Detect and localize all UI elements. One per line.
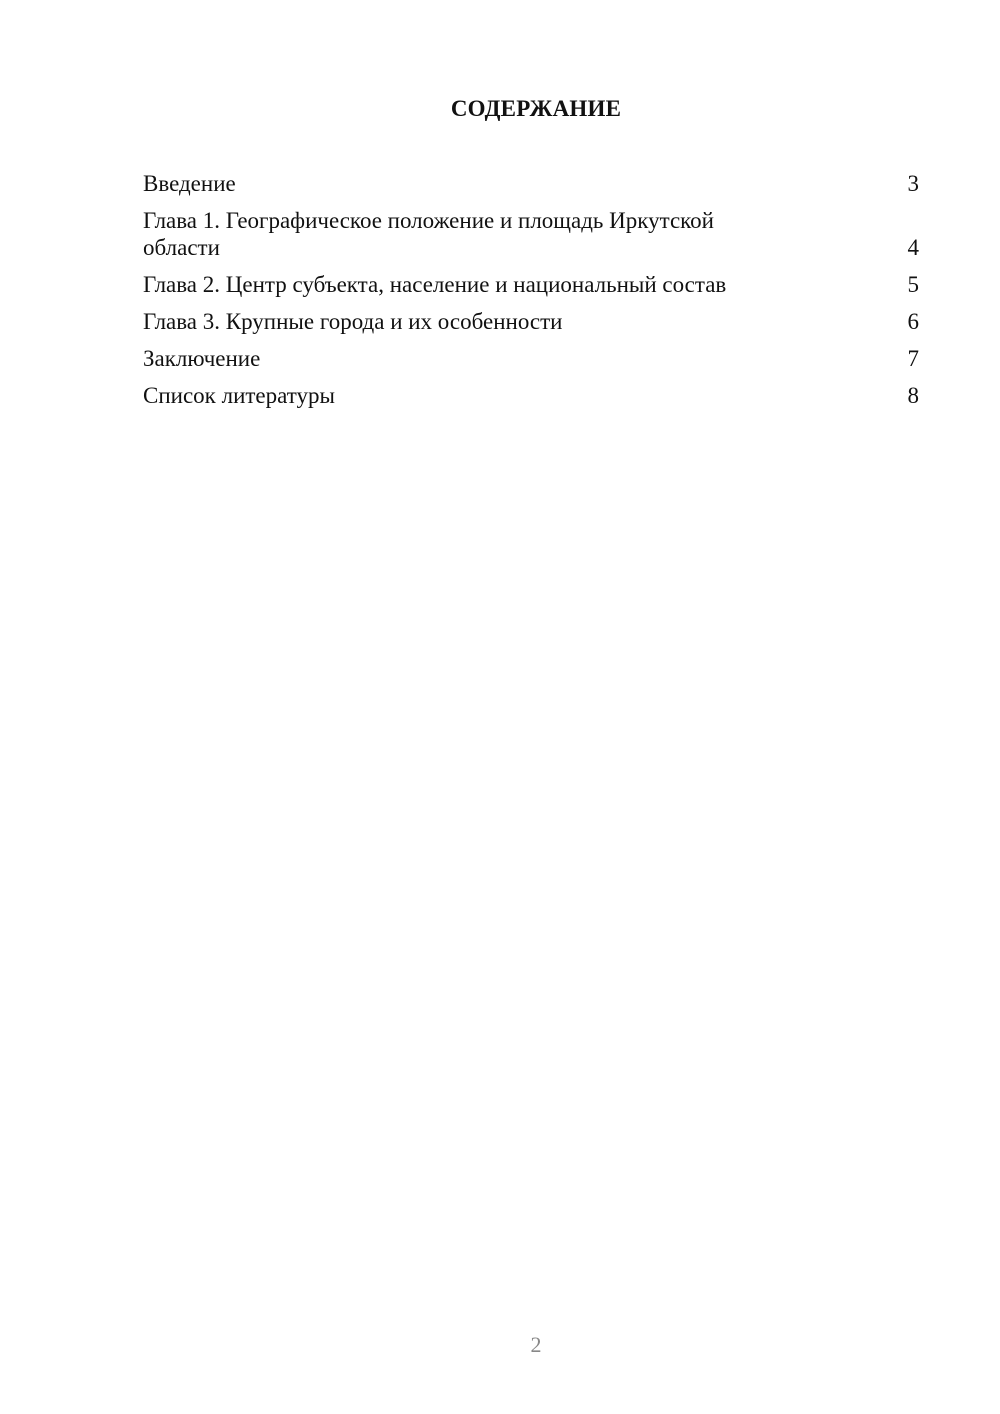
toc-item-chapter-3 [143,308,919,335]
toc-item-label: Заключение [143,346,261,371]
table-of-contents [143,170,919,419]
toc-item-label: Глава 1. Географическое положение и площадь Иркутской области [143,208,714,260]
page-number: 2 [530,1332,542,1357]
toc-item-label: Глава 3. Крупные города и их особенности [143,309,563,334]
toc-item-page: 5 [907,272,919,297]
toc-item-page: 3 [907,171,919,196]
toc-item-page: 4 [907,235,919,260]
toc-item-conclusion [143,345,919,372]
toc-item-page: 8 [907,383,919,408]
toc-item-page: 6 [907,309,919,334]
toc-item-page: 7 [907,346,919,371]
toc-item-label: Введение [143,171,236,196]
page-title: СОДЕРЖАНИЕ [450,96,622,121]
toc-item-introduction [143,170,919,197]
toc-item-label: Глава 2. Центр субъекта, население и национальный состав [143,272,727,297]
toc-item-chapter-2 [143,271,919,298]
toc-item-chapter-1 [143,207,919,261]
toc-item-label: Список литературы [143,383,335,408]
toc-item-bibliography [143,382,919,409]
